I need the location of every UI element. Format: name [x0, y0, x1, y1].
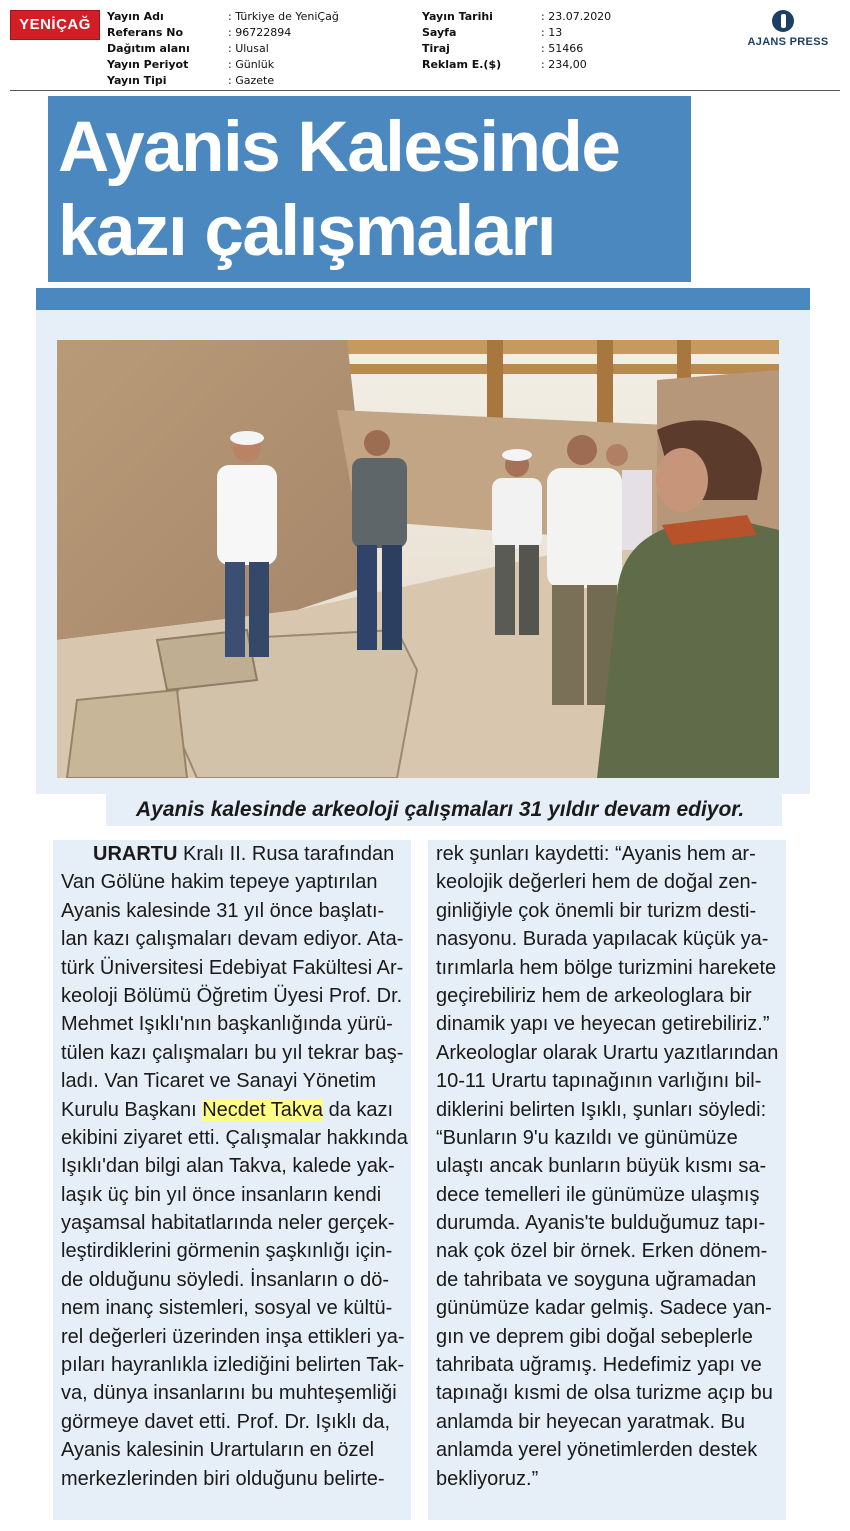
column-2-line: durumda. Ayanis'te bulduğumuz tapı- [436, 1212, 766, 1235]
column-1-line: va, dünya insanlarını bu muhteşemliği [61, 1382, 397, 1405]
newspaper-logo [10, 10, 100, 40]
article-column-1 [53, 840, 411, 1520]
metadata-left-labels [107, 9, 190, 89]
column-2-line: nak çok özel bir örnek. Erken dönem- [436, 1240, 768, 1263]
field-label-yayin-adi: Yayın Adı [107, 10, 164, 23]
column-2-line: günümüze kadar gelmiş. Sadece yan- [436, 1297, 772, 1320]
field-value-dagitim-alani: : Ulusal [228, 42, 269, 55]
column-1-line: lan kazı çalışmaları devam ediyor. Ata- [61, 928, 404, 951]
article-column-2 [428, 840, 786, 1520]
column-2-line: tahribata uğramış. Hedefimiz yapı ve [436, 1354, 762, 1377]
column-2-line: keolojik değerleri hem de doğal zen- [436, 871, 758, 894]
column-1-line: keoloji Bölümü Öğretim Üyesi Prof. Dr. [61, 984, 403, 1007]
agency-logo [738, 10, 838, 50]
headline [58, 106, 688, 274]
newspaper-logo-text: YENİÇAĞ [19, 16, 91, 33]
metadata-right-values [541, 9, 611, 73]
field-value-yayin-tipi: : Gazete [228, 74, 275, 87]
column-1-line: tülen kazı çalışmaları bu yıl tekrar baş- [61, 1041, 404, 1064]
column-1-line: merkezlerinden biri olduğunu belirte- [61, 1467, 385, 1490]
field-label-yayin-tipi: Yayın Tipi [107, 74, 167, 87]
field-label-dagitim-alani: Dağıtım alanı [107, 42, 190, 55]
field-value-sayfa: : 13 [541, 26, 563, 39]
column-1-line [53, 840, 411, 868]
column-2-line: tapınağı kısmi de olsa turizme açıp bu [436, 1382, 773, 1405]
clipping-metadata-header [0, 0, 850, 92]
column-1-line: rel değerleri üzerinden inşa ettikleri ya- [61, 1325, 405, 1348]
column-1-line: laşık üç bin yıl önce insanların kendi [61, 1183, 382, 1206]
column-2-line: ulaştı ancak bunların büyük kısmı sa- [436, 1155, 767, 1178]
column-1-line: Işıklı'dan bilgi alan Takva, kalede yak- [61, 1155, 395, 1178]
column-2-line: “Bunların 9'u kazıldı ve günümüze [436, 1126, 738, 1149]
column-1-line: ladı. Van Ticaret ve Sanayi Yönetim [61, 1070, 376, 1093]
column-2-line: bekliyoruz.” [436, 1467, 539, 1490]
column-2-line: diklerini belirten Işıklı, şunları söyledi: [436, 1098, 767, 1121]
column-2-line: rek şunları kaydetti: “Ayanis hem ar- [436, 843, 756, 865]
headline-box [48, 96, 691, 282]
field-value-tiraj: : 51466 [541, 42, 584, 55]
photo-caption: Ayanis kalesinde arkeoloji çalışmaları 31 yıldır devam ediyor. [136, 798, 745, 821]
column-1-line: Ayanis kalesinin Urartuların en özel [61, 1439, 375, 1462]
header-divider [10, 90, 840, 91]
column-2-line: dece temelleri ile günümüze ulaşmış [436, 1183, 760, 1206]
column-1-line: leştirdiklerini görmenin şaşkınlığı için- [61, 1240, 393, 1263]
field-label-yayin-tarihi: Yayın Tarihi [422, 10, 493, 23]
column-1-line: Van Gölüne hakim tepeye yaptırılan [61, 871, 378, 894]
column-1-line: Mehmet Işıklı'nın başkanlığında yürü- [61, 1013, 393, 1036]
headline-line-2: kazı çalışmaları [58, 192, 556, 271]
column-2-line: de tahribata ve soyguna uğramadan [436, 1268, 757, 1291]
highlighted-name: Necdet Takva [202, 1098, 324, 1121]
column-1-line: ekibini ziyaret etti. Çalışmalar hakkında [61, 1126, 408, 1149]
column-2-line: dinamik yapı ve heyecan getirebiliriz.” [436, 1013, 770, 1036]
metadata-right-labels [422, 9, 501, 73]
column-1-line: de olduğunu söyledi. İnsanların o dö- [61, 1268, 390, 1291]
column-2-line: anlamda bir heyecan yaratmak. Bu [436, 1410, 746, 1433]
field-value-yayin-adi: : Türkiye de YeniÇağ [228, 10, 339, 23]
headline-accent-bar [36, 288, 810, 310]
field-value-reklam: : 234,00 [541, 58, 587, 71]
column-1-line [53, 1096, 411, 1124]
headline-line-1: Ayanis Kalesinde [58, 108, 620, 187]
column-2-line: Arkeologlar olarak Urartu yazıtlarından [436, 1041, 779, 1064]
column-2-line: ginliğiyle çok önemli bir turizm desti- [436, 899, 757, 922]
field-value-yayin-periyot: : Günlük [228, 58, 275, 71]
field-label-reklam: Reklam E.($) [422, 58, 502, 71]
column-1-line: pıları hayranlıkla izlediğini belirten Tak- [61, 1354, 405, 1377]
column-2-line: tırımlarla hem bölge turizmini harekete [436, 956, 777, 979]
column-2-line: 10-11 Urartu tapınağının varlığını bil- [436, 1070, 762, 1093]
agency-name: AJANS PRESS [747, 36, 829, 48]
column-1-text: Kurulu Başkanı [61, 1098, 203, 1121]
column-2-line: nasyonu. Burada yapılacak küçük ya- [436, 928, 769, 951]
excavation-photo-illustration [57, 340, 779, 778]
column-1-line: nem inanç sistemleri, sosyal ve kültü- [61, 1297, 393, 1320]
agency-logo-icon [772, 10, 794, 32]
column-1-line: görmeye davet etti. Prof. Dr. Işıklı da, [61, 1410, 391, 1433]
lead-word: URARTU [93, 843, 178, 865]
field-label-sayfa: Sayfa [422, 26, 457, 39]
field-label-referans-no: Referans No [107, 26, 183, 39]
column-2-line: anlamda yerel yönetimlerden destek [436, 1439, 758, 1462]
column-1-line: türk Üniversitesi Edebiyat Fakültesi Ar- [61, 956, 404, 979]
column-2-line: geçirebiliriz hem de arkeologlara bir [436, 984, 752, 1007]
field-label-tiraj: Tiraj [422, 42, 450, 55]
field-label-yayin-periyot: Yayın Periyot [107, 58, 189, 71]
column-1-text: da kazı [323, 1098, 394, 1121]
column-1-line: Ayanis kalesinde 31 yıl önce başlatı- [61, 899, 385, 922]
field-value-yayin-tarihi: : 23.07.2020 [541, 10, 612, 23]
excavation-photo [57, 340, 779, 778]
field-value-referans-no: : 96722894 [228, 26, 292, 39]
metadata-left-values [228, 9, 339, 89]
column-2-line: gın ve deprem gibi doğal sebeplerle [436, 1325, 753, 1348]
column-1-line: yaşamsal habitatlarında neler gerçek- [61, 1212, 395, 1235]
column-1-text: Kralı II. Rusa tarafından [177, 843, 395, 865]
